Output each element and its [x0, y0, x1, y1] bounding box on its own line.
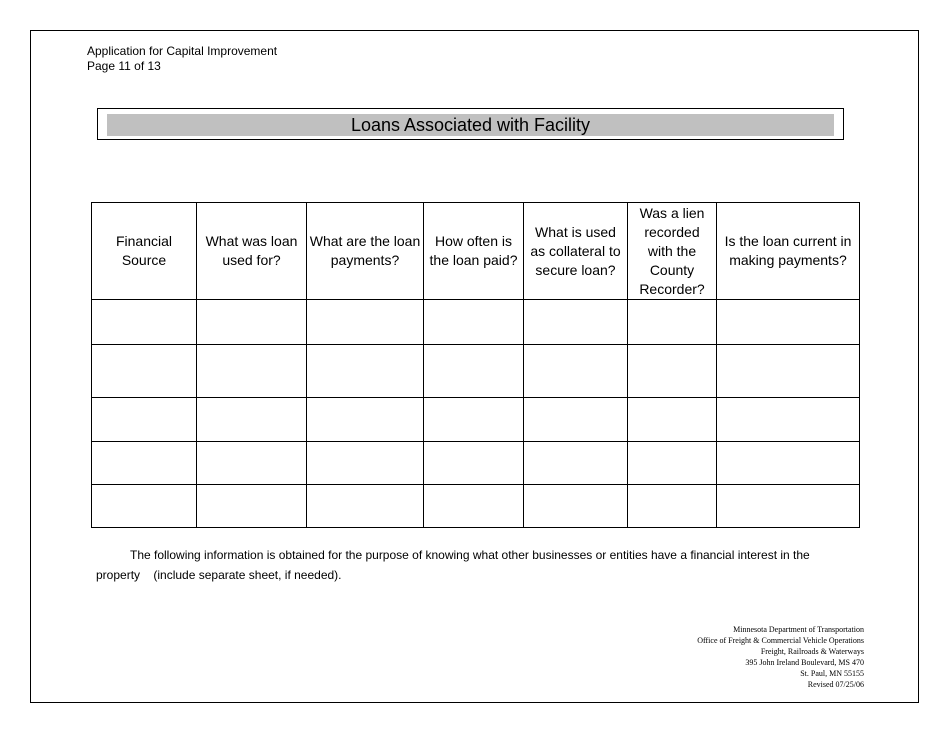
table-cell[interactable] — [424, 442, 524, 485]
footer-department: Minnesota Department of Transportation — [733, 625, 864, 634]
table-cell[interactable] — [524, 398, 628, 442]
table-cell[interactable] — [717, 442, 860, 485]
footer-city: St. Paul, MN 55155 — [800, 669, 864, 678]
table-cell[interactable] — [524, 300, 628, 345]
application-title: Application for Capital Improvement — [87, 44, 278, 58]
table-cell[interactable] — [628, 442, 717, 485]
table-cell[interactable] — [197, 485, 307, 528]
table-cell[interactable] — [197, 345, 307, 398]
table-header-row — [92, 203, 860, 300]
table-cell[interactable] — [307, 442, 424, 485]
table-cell[interactable] — [307, 345, 424, 398]
table-cell[interactable] — [197, 398, 307, 442]
footer-revised-date: Revised 07/25/06 — [807, 680, 864, 689]
table-cell[interactable] — [92, 442, 197, 485]
page-number: Page 11 of 13 — [87, 59, 161, 73]
loans-table — [91, 202, 860, 528]
section-title-box — [97, 108, 844, 140]
table-cell[interactable] — [424, 398, 524, 442]
header-loan-current: Is the loan current in making payments? — [717, 203, 860, 300]
table-cell[interactable] — [524, 442, 628, 485]
table-cell[interactable] — [307, 485, 424, 528]
table-cell[interactable] — [92, 398, 197, 442]
footer-office: Office of Freight & Commercial Vehicle Operations — [697, 636, 864, 645]
table-cell[interactable] — [628, 485, 717, 528]
table-row — [92, 442, 860, 485]
footer-street: 395 John Ireland Boulevard, MS 470 — [745, 658, 864, 667]
table-cell[interactable] — [197, 300, 307, 345]
table-row — [92, 485, 860, 528]
table-cell[interactable] — [92, 345, 197, 398]
table-row — [92, 300, 860, 345]
header-loan-payments: What are the loan payments? — [307, 203, 424, 300]
table-cell[interactable] — [628, 345, 717, 398]
table-cell[interactable] — [524, 345, 628, 398]
header-collateral: What is used as collateral to secure loan? — [524, 203, 628, 300]
table-cell[interactable] — [717, 398, 860, 442]
document-header — [87, 44, 277, 74]
note-aside: (include separate sheet, if needed). — [153, 568, 342, 582]
header-lien-recorded: Was a lien recorded with the County Recorder? — [628, 203, 717, 300]
section-title: Loans Associated with Facility — [107, 114, 834, 136]
table-cell[interactable] — [628, 300, 717, 345]
table-cell[interactable] — [717, 300, 860, 345]
footer-division: Freight, Railroads & Waterways — [760, 647, 864, 656]
information-note — [96, 545, 864, 585]
table-cell[interactable] — [628, 398, 717, 442]
table-cell[interactable] — [424, 300, 524, 345]
table-cell[interactable] — [424, 345, 524, 398]
table-cell[interactable] — [524, 485, 628, 528]
table-cell[interactable] — [424, 485, 524, 528]
table-cell[interactable] — [307, 300, 424, 345]
note-text: The following information is obtained for the purpose of knowing what other businesses or entities have a financial interest in the property — [96, 548, 810, 582]
header-payment-frequency: How often is the loan paid? — [424, 203, 524, 300]
table-cell[interactable] — [92, 300, 197, 345]
footer-address — [697, 624, 864, 690]
header-loan-used-for: What was loan used for? — [197, 203, 307, 300]
table-cell[interactable] — [717, 485, 860, 528]
table-cell[interactable] — [307, 398, 424, 442]
table-cell[interactable] — [197, 442, 307, 485]
table-cell[interactable] — [717, 345, 860, 398]
table-row — [92, 398, 860, 442]
table-cell[interactable] — [92, 485, 197, 528]
table-row — [92, 345, 860, 398]
header-financial-source: Financial Source — [92, 203, 197, 300]
